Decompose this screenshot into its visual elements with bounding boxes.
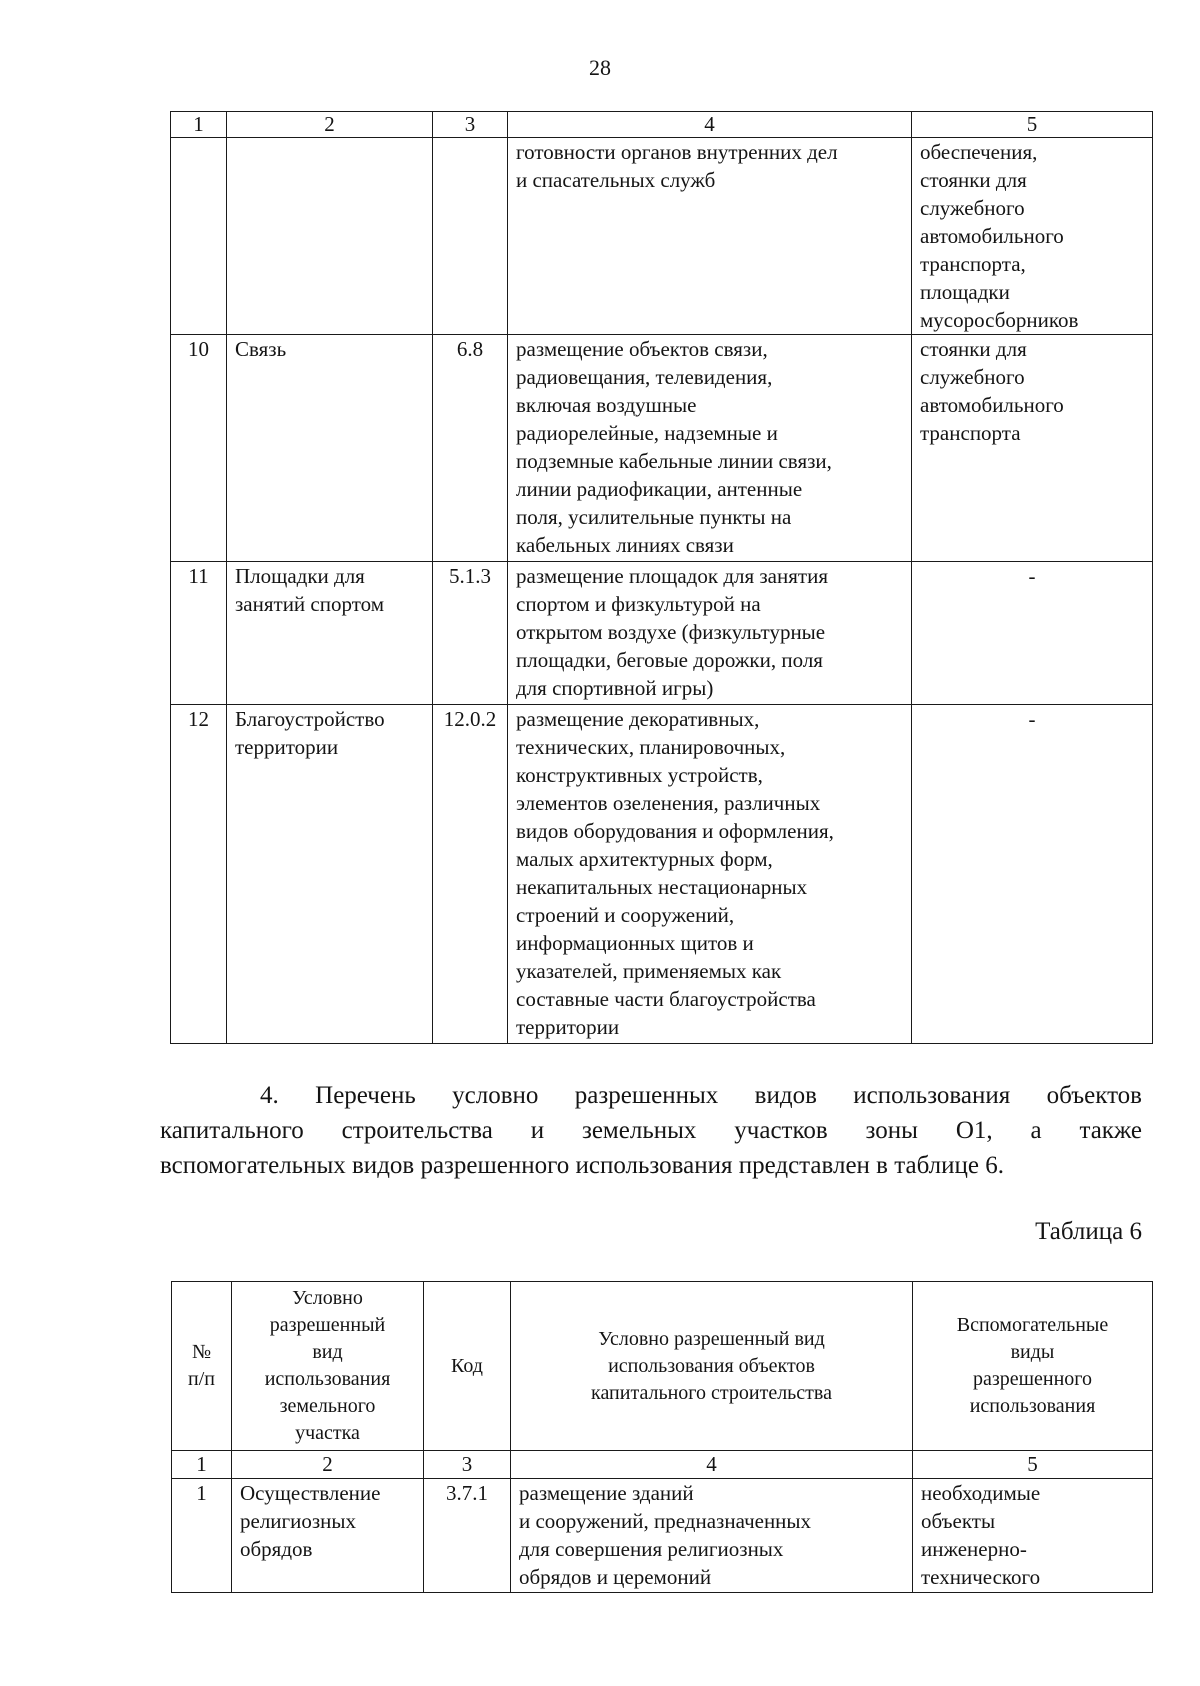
table-row [172,1479,1153,1593]
col-number-4: 4 [511,1451,913,1479]
row-number: 12 [171,705,227,1044]
body-paragraph [160,1078,1142,1183]
paragraph-line: капитального строительства и земельных участков зоны О1, а также [160,1117,1142,1144]
header-capital-use: Условно разрешенный вид использования объектов капитального строительства [511,1282,913,1451]
use-description: размещение декоративных, технических, планировочных, конструктивных устройств, элементов озеленения, различных видов оборудования и оформления, малых архитектурных форм, некапитальных нестационарных строений и сооружений, информационных щитов и указателей, применяемых как составные части благоустройства территории [508,705,912,1044]
use-description: готовности органов внутренних дел и спасательных служб [508,138,912,335]
use-code: 12.0.2 [433,705,508,1044]
auxiliary-uses: необходимые объекты инженерно- технического [913,1479,1153,1593]
col-number-5: 5 [912,112,1153,138]
row-number [171,138,227,335]
land-use-name [227,138,433,335]
paragraph-line: 4. Перечень условно разрешенных видов использования объектов [260,1082,1142,1109]
use-code: 6.8 [433,335,508,562]
land-use-name: Связь [227,335,433,562]
use-code [433,138,508,335]
page-number: 28 [589,55,611,80]
land-use-name: Площадки для занятий спортом [227,562,433,705]
header-code: Код [424,1282,511,1451]
land-use-name: Благоустройство территории [227,705,433,1044]
col-number-2: 2 [232,1451,424,1479]
zone-table-continuation [170,111,1153,1044]
table-row [171,562,1153,705]
table-row [171,705,1153,1044]
col-number-1: 1 [171,112,227,138]
column-number-row [172,1451,1153,1479]
paragraph-line: вспомогательных видов разрешенного использования представлен в таблице 6. [160,1152,1004,1179]
header-land-use: Условно разрешенный вид использования земельного участка [232,1282,424,1451]
col-number-4: 4 [508,112,912,138]
column-number-row [171,112,1153,138]
table-caption: Таблица 6 [1035,1218,1142,1245]
land-use-name: Осуществление религиозных обрядов [232,1479,424,1593]
row-number: 10 [171,335,227,562]
col-number-3: 3 [424,1451,511,1479]
header-aux-use: Вспомогательные виды разрешенного использования [913,1282,1153,1451]
use-description: размещение зданий и сооружений, предназначенных для совершения религиозных обрядов и церемоний [511,1479,913,1593]
use-code: 5.1.3 [433,562,508,705]
col-number-1: 1 [172,1451,232,1479]
col-number-5: 5 [913,1451,1153,1479]
table-header-row [172,1282,1153,1451]
auxiliary-uses: - [912,562,1153,705]
use-description: размещение объектов связи, радиовещания, телевидения, включая воздушные радиорелейные, надземные и подземные кабельные линии связи, линии радиофикации, антенные поля, усилительные пункты на кабельных линиях связи [508,335,912,562]
header-num: № п/п [172,1282,232,1451]
col-number-3: 3 [433,112,508,138]
use-description: размещение площадок для занятия спортом и физкультурой на открытом воздухе (физкультурные площадки, беговые дорожки, поля для спортивной игры) [508,562,912,705]
table-row [171,138,1153,335]
auxiliary-uses: - [912,705,1153,1044]
table-6 [171,1281,1153,1593]
auxiliary-uses: обеспечения, стоянки для служебного автомобильного транспорта, площадки мусоросборников [912,138,1153,335]
auxiliary-uses: стоянки для служебного автомобильного транспорта [912,335,1153,562]
col-number-2: 2 [227,112,433,138]
use-code: 3.7.1 [424,1479,511,1593]
row-number: 11 [171,562,227,705]
table-row [171,335,1153,562]
row-number: 1 [172,1479,232,1593]
